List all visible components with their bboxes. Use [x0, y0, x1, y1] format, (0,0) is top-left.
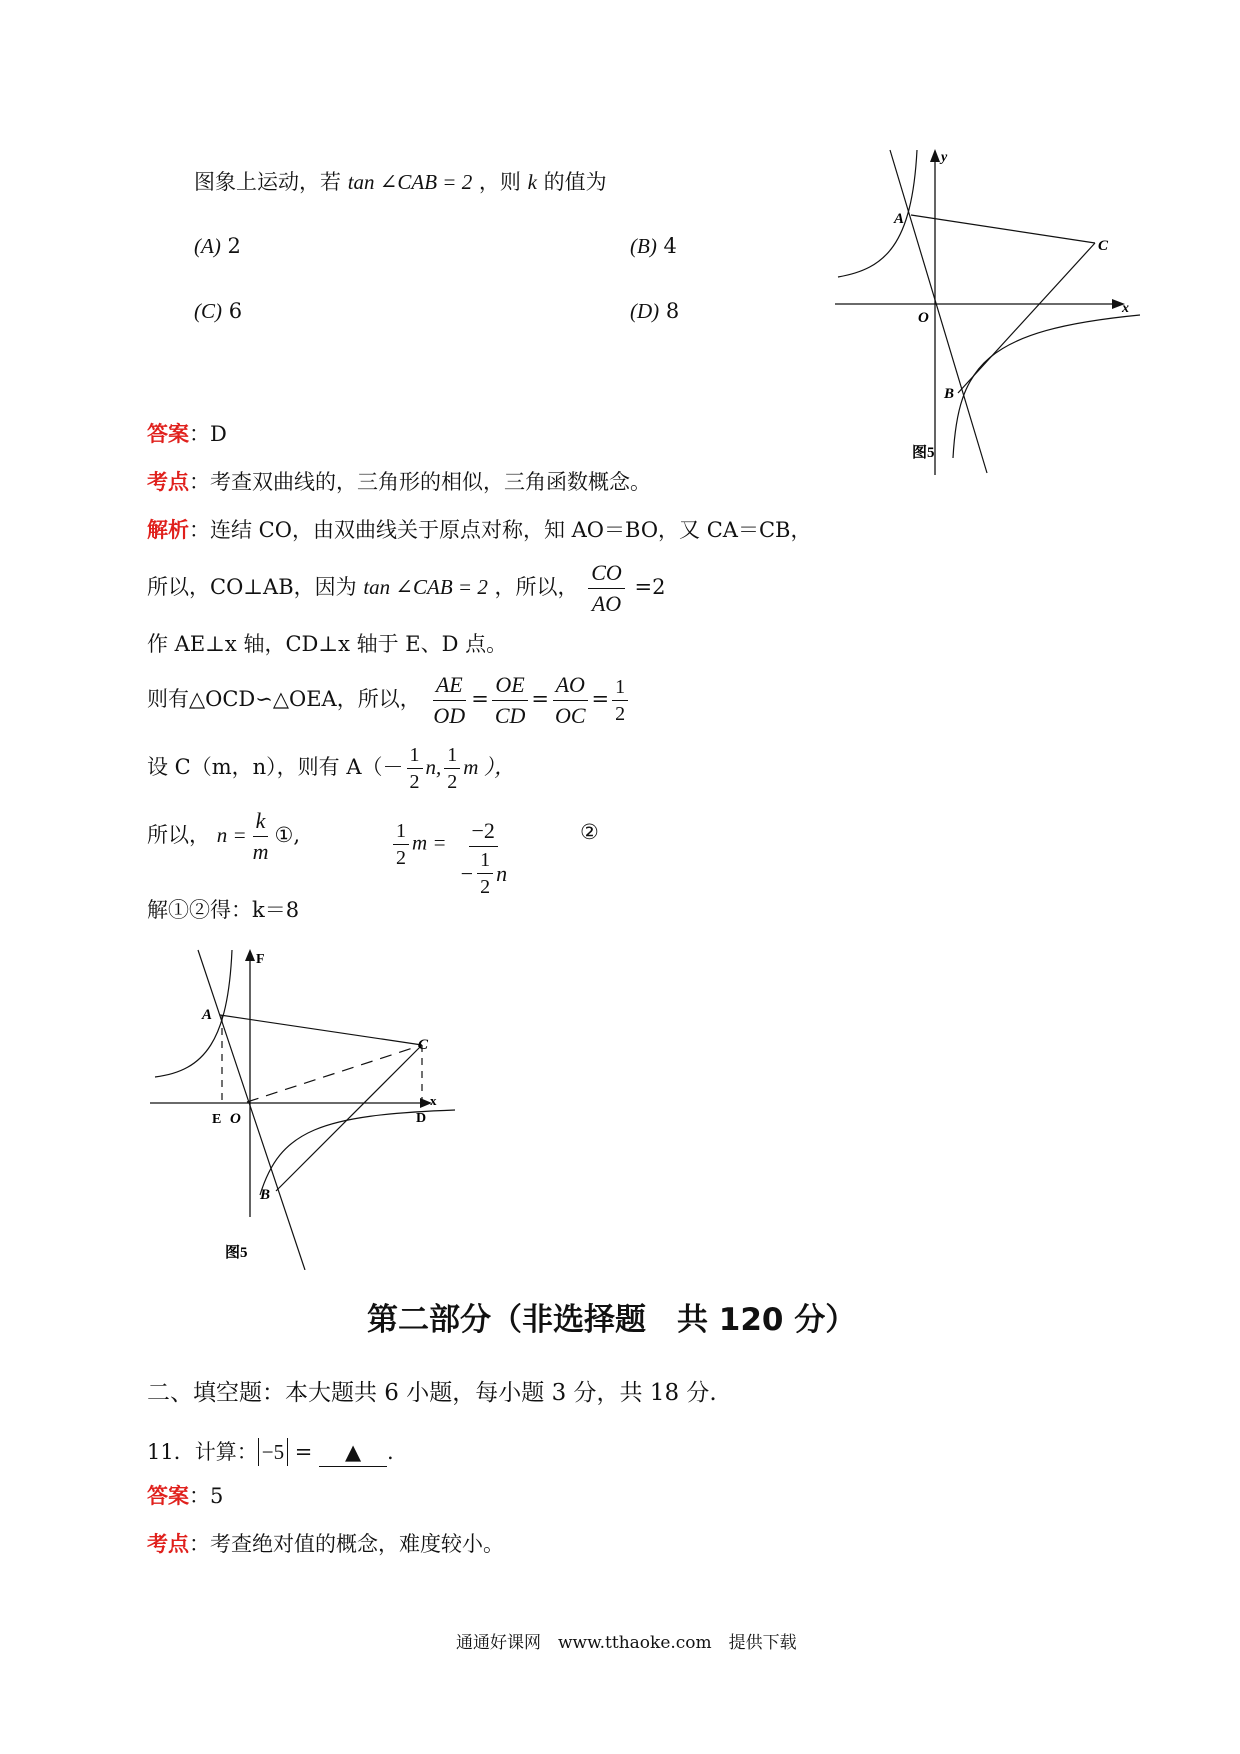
label-c: C: [1098, 238, 1109, 254]
fraction-half: [393, 820, 409, 869]
point-label: 考点: [147, 469, 189, 494]
denominator: 2: [480, 876, 491, 898]
option-c: [194, 297, 242, 325]
var-n: n: [496, 860, 508, 886]
denominator: 2: [447, 771, 458, 793]
stem-condition: tan ∠CAB = 2: [347, 170, 473, 194]
answer-blank: ▲: [319, 1438, 387, 1467]
denominator: OC: [554, 703, 586, 728]
equals: =: [471, 687, 489, 711]
answer-line: [147, 420, 227, 448]
fraction: [430, 672, 468, 729]
label-b: B: [944, 386, 955, 402]
absolute-value: −5: [258, 1438, 288, 1466]
figure-hyperbola-1: [830, 145, 1150, 480]
text: 所以，: [147, 823, 210, 847]
fraction-big: [456, 818, 510, 898]
denominator: 2: [409, 771, 420, 793]
fraction-half: [477, 849, 493, 898]
answer-label: 答案: [147, 1483, 189, 1508]
numerator: CO: [588, 560, 625, 589]
analysis-line-5: [147, 744, 515, 793]
option-letter: (C): [194, 299, 222, 323]
option-d: [630, 297, 679, 325]
analysis-line-6: [147, 808, 300, 865]
option-b: [630, 232, 677, 260]
fraction: [552, 672, 589, 729]
label-y: F: [256, 952, 265, 967]
point-text: ：考查双曲线的，三角形的相似，三角函数概念。: [189, 470, 651, 494]
numerator: 1: [444, 744, 460, 769]
denominator: m: [252, 839, 269, 864]
analysis-line-3: 作 AE⊥x 轴，CD⊥x 轴于 E、D 点。: [147, 632, 508, 656]
label-b: B: [260, 1187, 271, 1203]
label-a: A: [894, 211, 905, 227]
label-x: x: [430, 1093, 437, 1108]
label-x: x: [1122, 301, 1129, 316]
part-two-title: 第二部分（非选择题 共 120 分）: [367, 1302, 857, 1338]
label-c: C: [418, 1037, 429, 1053]
point-line-q11: [147, 1530, 504, 1558]
option-value: 2: [227, 234, 241, 258]
denominator: CD: [494, 703, 526, 728]
analysis-line-6b: [390, 804, 513, 898]
numerator: 1: [393, 820, 409, 845]
stem-var: k: [527, 170, 537, 194]
fraction-half: [612, 676, 628, 725]
figure-caption: 图5: [912, 445, 935, 461]
point-line: [147, 468, 651, 496]
point-text: ：考查绝对值的概念，难度较小。: [189, 1532, 504, 1556]
analysis-line-4: [147, 672, 631, 729]
circle-two: ②: [580, 820, 599, 844]
option-a: [194, 232, 241, 260]
analysis-label: 解析: [147, 517, 189, 542]
option-value: 8: [665, 299, 680, 323]
denominator: 2: [396, 846, 406, 869]
denominator: AO: [591, 591, 622, 616]
numerator: OE: [492, 672, 527, 701]
fraction-half: [407, 744, 423, 793]
question-prefix: 11．计算：: [147, 1440, 258, 1464]
option-letter: (A): [194, 234, 221, 258]
denominator: OD: [433, 703, 466, 728]
answer-label: 答案: [147, 421, 189, 446]
minus: −: [459, 860, 475, 886]
section-heading: 二、填空题：本大题共 6 小题，每小题 3 分，共 18 分.: [147, 1380, 717, 1406]
fraction-co-ao: [588, 560, 625, 617]
text: m =: [412, 830, 447, 855]
text: 所以，CO⊥AB，因为: [147, 575, 357, 599]
label-a: A: [202, 1007, 213, 1023]
numerator: AO: [553, 672, 588, 701]
analysis-line-7: 解①②得：k＝8: [147, 898, 300, 922]
numerator: k: [253, 808, 269, 837]
numerator: 1: [612, 676, 628, 701]
question-stem: [194, 168, 607, 196]
text: ，所以，: [494, 575, 579, 599]
fraction-half: [444, 744, 460, 793]
period: .: [387, 1440, 394, 1464]
stem-prefix: 图象上运动，若: [194, 170, 341, 194]
figure-caption: 图5: [225, 1245, 248, 1261]
stem-suffix: 的值为: [543, 170, 607, 194]
equals: =: [288, 1440, 320, 1464]
numerator: 1: [407, 744, 423, 769]
label-d: D: [416, 1111, 427, 1126]
option-value: 4: [663, 234, 677, 258]
analysis-line-2: [147, 560, 665, 617]
label-e: E: [212, 1112, 222, 1127]
text: m ），: [463, 755, 516, 779]
footer-text: 通通好课网 www.tthaoke.com 提供下载: [456, 1633, 797, 1653]
point-label: 考点: [147, 1531, 189, 1556]
question-11: [147, 1438, 394, 1467]
label-y: y: [941, 150, 948, 165]
denominator: [456, 847, 510, 898]
fraction: [492, 672, 529, 729]
text: =2: [634, 575, 666, 599]
answer-value: ：5: [189, 1484, 224, 1508]
numerator: 1: [477, 849, 493, 874]
text: n =: [216, 823, 247, 847]
equals: =: [531, 687, 549, 711]
circle-one: ①,: [274, 823, 301, 847]
option-letter: (B): [630, 234, 657, 258]
analysis-text: ：连结 CO，由双曲线关于原点对称，知 AO＝BO，又 CA＝CB，: [189, 518, 812, 542]
numerator: AE: [433, 672, 466, 701]
answer-value: ：D: [189, 422, 227, 446]
tan-expression: tan ∠CAB = 2: [363, 575, 488, 599]
text: 则有△OCD∽△OEA，所以，: [147, 687, 421, 711]
answer-line-q11: [147, 1482, 223, 1510]
equals: =: [591, 687, 610, 711]
figure-hyperbola-2: [150, 945, 460, 1270]
numerator: −2: [469, 818, 498, 847]
analysis-line-1: [147, 516, 811, 544]
label-o: O: [230, 1111, 241, 1127]
text: n,: [425, 755, 442, 779]
text: 设 C（m，n），则有 A（－: [147, 755, 404, 779]
label-o: O: [918, 310, 929, 326]
option-letter: (D): [630, 299, 660, 323]
denominator: 2: [615, 703, 626, 725]
option-value: 6: [228, 299, 243, 323]
fraction-k-m: [250, 808, 272, 865]
stem-mid: ，则: [478, 170, 521, 194]
